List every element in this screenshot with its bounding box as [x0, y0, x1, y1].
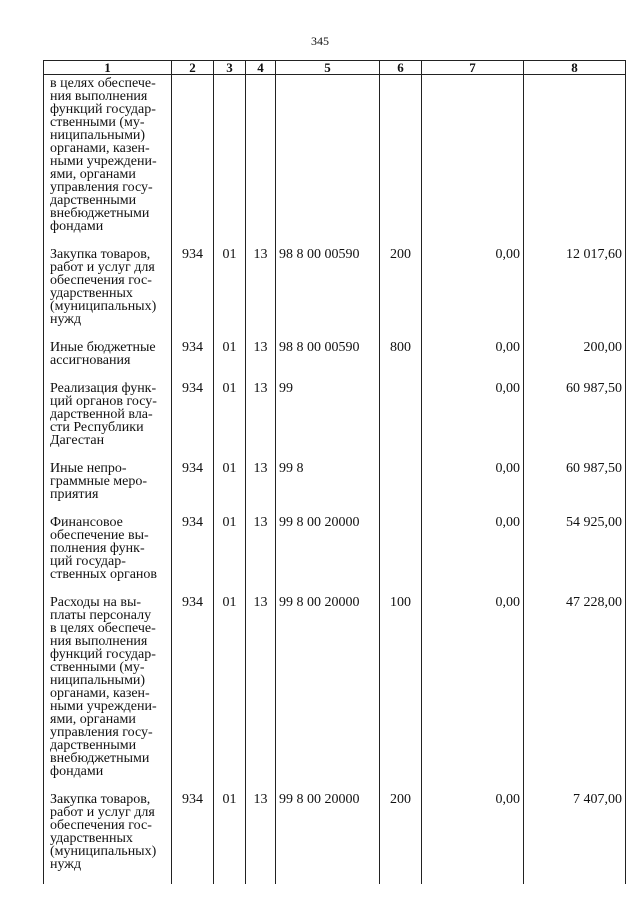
row-target-article: 98 8 00 00590: [276, 246, 380, 339]
row-name: Закупка товаров, работ и услуг для обеспечения гос- ударственных (муниципальных) нужд: [44, 246, 172, 339]
row-subsection: 13: [246, 246, 276, 339]
row-target-article: 99 8: [276, 460, 380, 514]
row-target-article: 99: [276, 380, 380, 460]
header-row: [44, 61, 626, 75]
row-section: 01: [214, 594, 246, 791]
row-amount-col8: 7 407,00: [524, 791, 626, 884]
row-subsection: 13: [246, 514, 276, 594]
row-target-article: 99 8 00 20000: [276, 594, 380, 791]
row-name: Расходы на вы- платы персоналу в целях обеспече- ния выполнения функций государ- ственными (му- ниципальными) органами, казен- ными учреждени- ями, органами управления госу- дарственными внебюджетными фондами: [44, 594, 172, 791]
row-ministry-code: 934: [172, 246, 214, 339]
row-section: 01: [214, 339, 246, 380]
row-amount-col8: 54 925,00: [524, 514, 626, 594]
row-amount-col7: 0,00: [422, 380, 524, 460]
table-row: [44, 339, 626, 380]
row-ministry-code: 934: [172, 514, 214, 594]
row-section: [214, 75, 246, 247]
row-expense-type: 800: [380, 339, 422, 380]
row-target-article: 98 8 00 00590: [276, 339, 380, 380]
row-amount-col8: 60 987,50: [524, 460, 626, 514]
row-section: 01: [214, 791, 246, 884]
table-row: [44, 75, 626, 247]
row-subsection: 13: [246, 594, 276, 791]
header-col-2: 2: [172, 61, 214, 75]
row-ministry-code: 934: [172, 339, 214, 380]
row-amount-col8: 200,00: [524, 339, 626, 380]
row-target-article: 99 8 00 20000: [276, 514, 380, 594]
table-row: [44, 380, 626, 460]
row-amount-col7: [422, 75, 524, 247]
row-name: в целях обеспече- ния выполнения функций государ- ственными (му- ниципальными) органами, казен- ными учреждени- ями, органами управления госу- дарственными внебюджетными фондами: [44, 75, 172, 247]
row-amount-col7: 0,00: [422, 791, 524, 884]
row-name: Реализация функ- ций органов госу- дарственной вла- сти Республики Дагестан: [44, 380, 172, 460]
header-col-6: 6: [380, 61, 422, 75]
header-col-5: 5: [276, 61, 380, 75]
row-section: 01: [214, 246, 246, 339]
row-subsection: 13: [246, 791, 276, 884]
row-expense-type: [380, 514, 422, 594]
table-row: [44, 514, 626, 594]
row-expense-type: [380, 460, 422, 514]
row-expense-type: 200: [380, 246, 422, 339]
header-col-7: 7: [422, 61, 524, 75]
table-row: [44, 460, 626, 514]
table-body: [44, 75, 626, 885]
row-amount-col7: 0,00: [422, 514, 524, 594]
row-expense-type: 200: [380, 791, 422, 884]
header-col-3: 3: [214, 61, 246, 75]
row-target-article: 99 8 00 20000: [276, 791, 380, 884]
row-ministry-code: 934: [172, 594, 214, 791]
table-row: [44, 594, 626, 791]
row-amount-col8: 47 228,00: [524, 594, 626, 791]
table-header: [44, 61, 626, 75]
row-amount-col8: [524, 75, 626, 247]
row-section: 01: [214, 380, 246, 460]
row-amount-col7: 0,00: [422, 339, 524, 380]
row-amount-col8: 12 017,60: [524, 246, 626, 339]
row-name: Иные бюджетные ассигнования: [44, 339, 172, 380]
row-subsection: 13: [246, 380, 276, 460]
row-subsection: [246, 75, 276, 247]
row-ministry-code: [172, 75, 214, 247]
page-number: 345: [311, 34, 329, 48]
row-ministry-code: 934: [172, 460, 214, 514]
row-expense-type: [380, 75, 422, 247]
row-name: Закупка товаров, работ и услуг для обеспечения гос- ударственных (муниципальных) нужд: [44, 791, 172, 884]
row-target-article: [276, 75, 380, 247]
budget-table: [43, 60, 626, 884]
row-amount-col7: 0,00: [422, 594, 524, 791]
table-row: [44, 791, 626, 884]
row-expense-type: [380, 380, 422, 460]
row-amount-col7: 0,00: [422, 246, 524, 339]
header-col-8: 8: [524, 61, 626, 75]
row-section: 01: [214, 514, 246, 594]
row-name: Иные непро- граммные меро- приятия: [44, 460, 172, 514]
header-col-1: 1: [44, 61, 172, 75]
row-name: Финансовое обеспечение вы- полнения функ- ций государ- ственных органов: [44, 514, 172, 594]
row-subsection: 13: [246, 339, 276, 380]
table-row: [44, 246, 626, 339]
row-section: 01: [214, 460, 246, 514]
row-ministry-code: 934: [172, 791, 214, 884]
row-amount-col8: 60 987,50: [524, 380, 626, 460]
row-amount-col7: 0,00: [422, 460, 524, 514]
row-ministry-code: 934: [172, 380, 214, 460]
row-subsection: 13: [246, 460, 276, 514]
header-col-4: 4: [246, 61, 276, 75]
row-expense-type: 100: [380, 594, 422, 791]
